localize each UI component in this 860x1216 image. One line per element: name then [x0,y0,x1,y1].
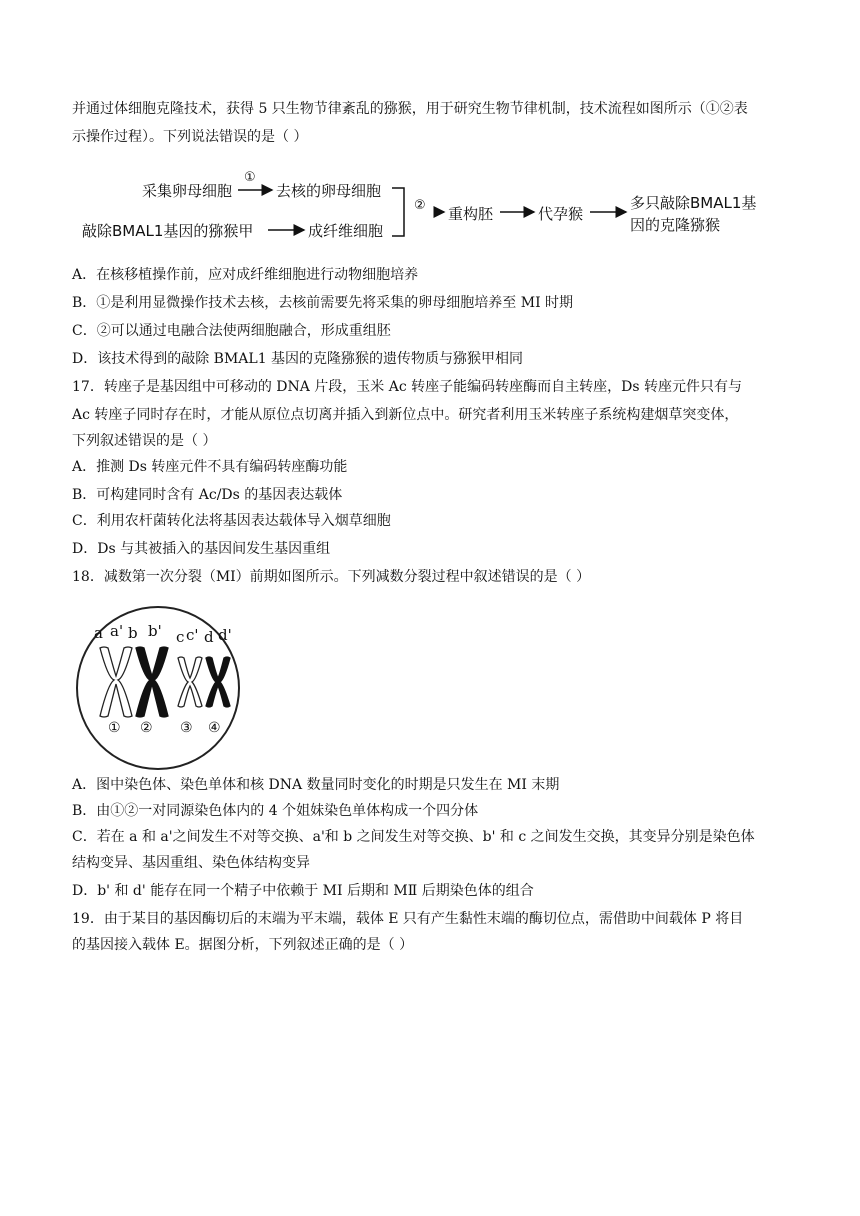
q17-stem-1: 17．转座子是基因组中可移动的 DNA 片段，玉米 Ac 转座子能编码转座酶而自主转座，Ds 转座元件只有与 [72,379,743,395]
q16-option-b: B．①是利用显微操作技术去核，去核前需要先将采集的卵母细胞培养至 MI 时期 [72,295,574,311]
intro-line-1: 并通过体细胞克隆技术，获得 5 只生物节律紊乱的猕猴，用于研究生物节律机制，技术流程如图所示（①②表 [72,101,748,117]
flow-step-2: ② [414,198,426,213]
q19-stem-2: 的基因接入载体 E。据图分析，下列叙述正确的是（ ） [72,937,414,953]
flow-box-1: 采集卵母细胞 [142,182,233,200]
chromosome-2 [136,647,168,717]
chromosome-figure [76,606,240,770]
q18-option-c-cont: 结构变异、基因重组、染色体结构变异 [72,855,310,871]
label-c-prime: c' [186,626,199,644]
label-b-prime: b' [148,622,162,640]
chromosome-1 [100,647,132,717]
q17-option-d: D．Ds 与其被插入的基因间发生基因重组 [72,541,331,557]
flow-box-2: 去核的卵母细胞 [276,182,382,200]
flowchart-arrows [0,0,860,260]
q16-option-a: A．在核移植操作前，应对成纤维细胞进行动物细胞培养 [72,267,419,283]
q17-stem-2: Ac 转座子同时存在时，才能从原位点切离并插入到新位点中。研究者利用玉米转座子系统构建烟草突变体， [72,407,739,423]
q17-option-a: A．推测 Ds 转座元件不具有编码转座酶功能 [72,459,348,475]
label-a-prime: a' [110,622,124,640]
label-c: c [176,628,185,646]
chromosome-number-3: ③ [180,720,193,736]
label-a: a [94,624,103,642]
flow-box-4: 成纤维细胞 [308,222,384,240]
q17-option-b: B．可构建同时含有 Ac/Ds 的基因表达载体 [72,487,343,503]
flow-box-7-line-2: 因的克隆猕猴 [630,216,721,234]
intro-line-2: 示操作过程）。下列说法错误的是（ ） [72,129,308,145]
flow-box-7-line-1: 多只敲除BMAL1基 [630,194,757,212]
q18-option-b: B．由①②一对同源染色体内的 4 个姐妹染色单体构成一个四分体 [72,803,479,819]
flow-step-1: ① [244,170,256,185]
q16-option-c: C．②可以通过电融合法使两细胞融合，形成重组胚 [72,323,391,339]
label-d-prime: d' [218,626,232,644]
flow-box-6: 代孕猴 [538,205,584,223]
chromosome-3 [178,657,202,707]
chromosome-number-2: ② [140,720,153,736]
q16-option-d: D．该技术得到的敲除 BMAL1 基因的克隆猕猴的遗传物质与猕猴甲相同 [72,351,524,367]
flow-box-5: 重构胚 [448,205,494,223]
chromosome-4 [206,657,230,707]
chromosomes [78,608,238,768]
q18-stem: 18．减数第一次分裂（MI）前期如图所示。下列减数分裂过程中叙述错误的是（ ） [72,569,591,585]
q19-stem-1: 19．由于某目的基因酶切后的末端为平末端，载体 E 只有产生黏性末端的酶切位点，需借助中间载体 P 将目 [72,911,744,927]
flow-box-3: 敲除BMAL1基因的猕猴甲 [82,222,254,240]
q17-stem-3: 下列叙述错误的是（ ） [72,433,217,449]
q17-option-c: C．利用农杆菌转化法将基因表达载体导入烟草细胞 [72,513,391,529]
bracket [392,188,404,236]
q18-option-c: C．若在 a 和 a'之间发生不对等交换、a'和 b 之间发生对等交换、b' 和 c 之间发生交换，其变异分别是染色体 [72,829,755,845]
q18-option-a: A．图中染色体、染色单体和核 DNA 数量同时变化的时期是只发生在 MI 末期 [72,777,560,793]
label-b: b [128,624,138,642]
label-d: d [204,628,214,646]
q18-option-d: D．b' 和 d' 能存在同一个精子中依赖于 MI 后期和 MⅡ 后期染色体的组合 [72,883,534,899]
chromosome-number-1: ① [108,720,121,736]
chromosome-number-4: ④ [208,720,221,736]
